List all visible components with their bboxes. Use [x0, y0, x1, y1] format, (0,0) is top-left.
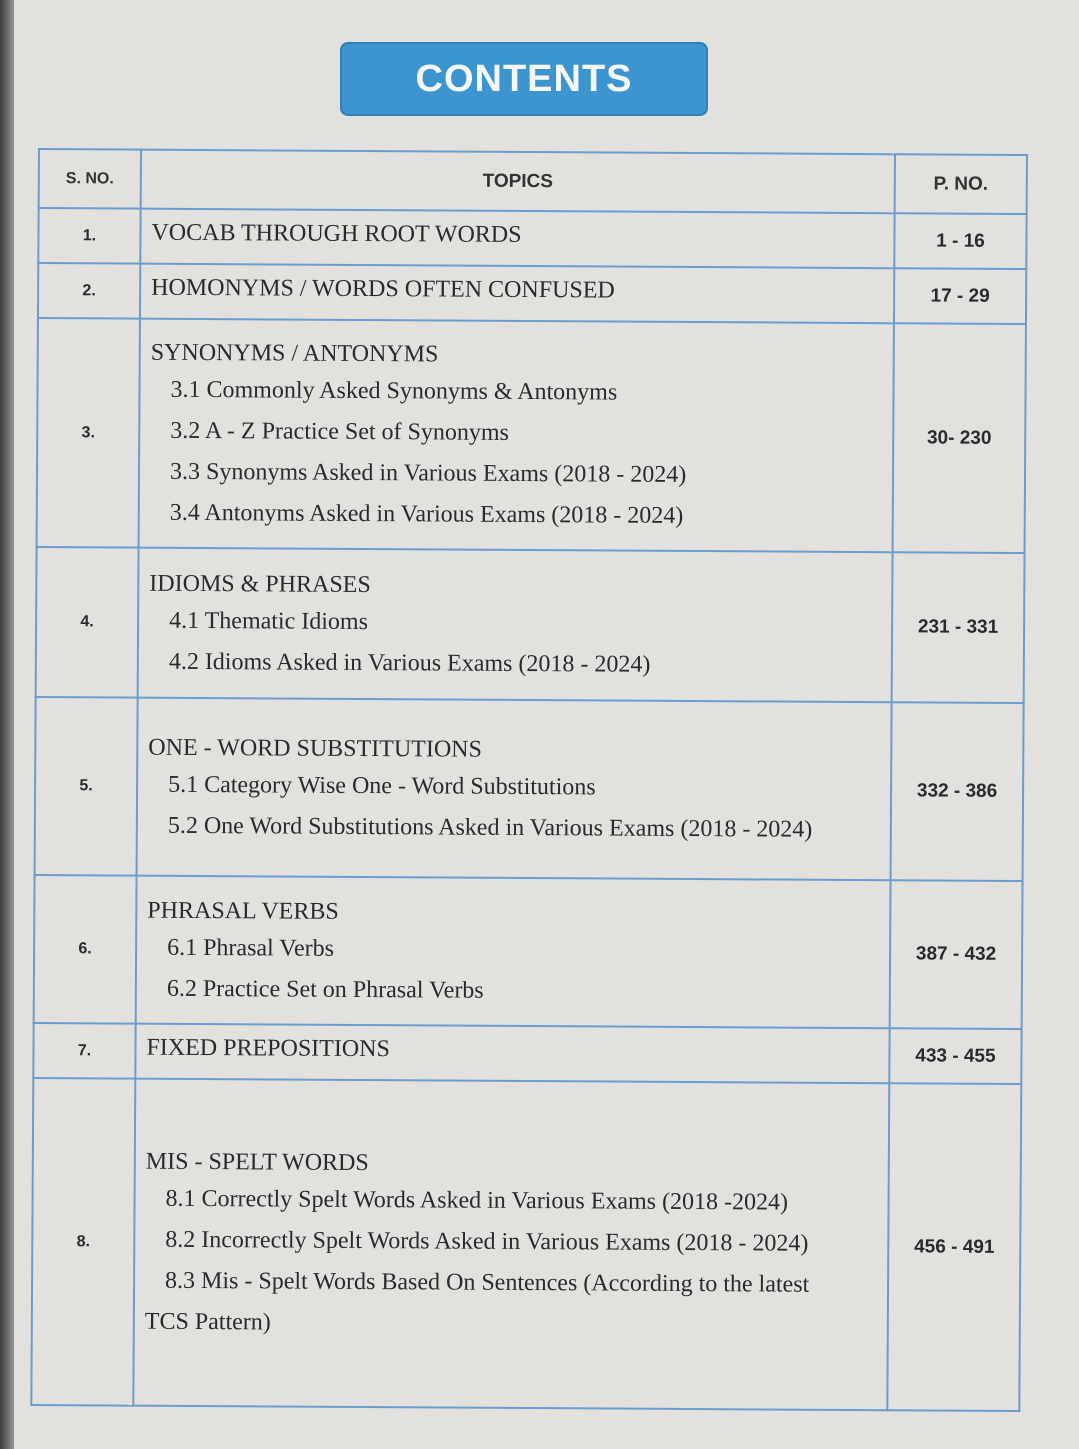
row-sno: 8. [31, 1078, 135, 1406]
row-sno: 4. [36, 547, 139, 698]
table-row [31, 1078, 1021, 1411]
subtopic: 8.1 Correctly Spelt Words Asked in Various Exams (2018 -2024) [165, 1185, 789, 1216]
row-pages: 433 - 455 [889, 1028, 1021, 1084]
row-topic [135, 1024, 889, 1084]
row-pages: 1 - 16 [894, 213, 1026, 269]
row-sno: 2. [38, 263, 140, 319]
subtopic: 4.2 Idioms Asked in Various Exams (2018 - 2024) [168, 648, 651, 678]
row-pages: 456 - 491 [887, 1083, 1021, 1411]
row-pages: 30- 230 [893, 323, 1026, 553]
subtopic: 8.3 Mis - Spelt Words Based On Sentences (According to the latest [165, 1267, 810, 1298]
row-pages: 17 - 29 [894, 268, 1026, 324]
row-topic [140, 264, 894, 324]
table-row [35, 697, 1024, 881]
table-row [33, 1023, 1021, 1084]
row-sno: 6. [34, 875, 137, 1024]
header-sno: S. NO. [39, 149, 141, 209]
row-sno: 1. [38, 208, 140, 264]
subtopic: 6.2 Practice Set on Phrasal Verbs [166, 975, 484, 1004]
subtopic: 6.1 Phrasal Verbs [167, 934, 335, 962]
subtopic: 5.2 One Word Substitutions Asked in Various Exams (2018 - 2024) [167, 812, 813, 843]
row-topic [138, 548, 893, 703]
table-header-row [39, 149, 1027, 214]
topic-title: IDIOMS & PHRASES [149, 570, 371, 598]
topic-title: HOMONYMS / WORDS OFTEN CONFUSED [151, 274, 615, 304]
header-pno: P. NO. [895, 154, 1027, 214]
topic-title: SYNONYMS / ANTONYMS [150, 339, 439, 368]
row-topic [133, 1079, 889, 1411]
row-sno: 5. [35, 697, 138, 876]
page-edge-shadow [0, 0, 14, 1449]
subtopic: 3.1 Commonly Asked Synonyms & Antonyms [170, 376, 618, 406]
topic-title: FIXED PREPOSITIONS [146, 1034, 390, 1063]
row-topic [140, 209, 894, 269]
subtopic: TCS Pattern) [144, 1308, 271, 1336]
topic-title: MIS - SPELT WORDS [145, 1148, 369, 1177]
row-pages: 387 - 432 [890, 880, 1023, 1029]
topic-title: PHRASAL VERBS [147, 897, 339, 925]
contents-banner: CONTENTS [340, 42, 708, 116]
subtopic: 4.1 Thematic Idioms [169, 607, 369, 635]
contents-table [30, 148, 1028, 1412]
subtopic: 5.1 Category Wise One - Word Substitutions [168, 771, 596, 800]
row-topic [139, 319, 894, 553]
table-row [38, 208, 1026, 269]
topic-title: ONE - WORD SUBSTITUTIONS [148, 734, 482, 763]
table-row [36, 547, 1025, 703]
header-topics: TOPICS [141, 150, 895, 214]
row-sno: 3. [37, 318, 140, 548]
table-row [37, 318, 1026, 553]
row-pages: 231 - 331 [892, 552, 1025, 703]
table-row [34, 875, 1023, 1029]
subtopic: 3.3 Synonyms Asked in Various Exams (2018 - 2024) [169, 458, 687, 488]
row-topic [137, 698, 892, 881]
topic-title: VOCAB THROUGH ROOT WORDS [151, 219, 522, 248]
row-sno: 7. [33, 1023, 135, 1079]
table-row [38, 263, 1026, 324]
row-pages: 332 - 386 [891, 702, 1024, 881]
row-topic [136, 876, 891, 1029]
subtopic: 3.2 A - Z Practice Set of Synonyms [170, 417, 509, 446]
subtopic: 3.4 Antonyms Asked in Various Exams (2018 - 2024) [169, 499, 684, 529]
subtopic: 8.2 Incorrectly Spelt Words Asked in Various Exams (2018 - 2024) [165, 1226, 809, 1257]
